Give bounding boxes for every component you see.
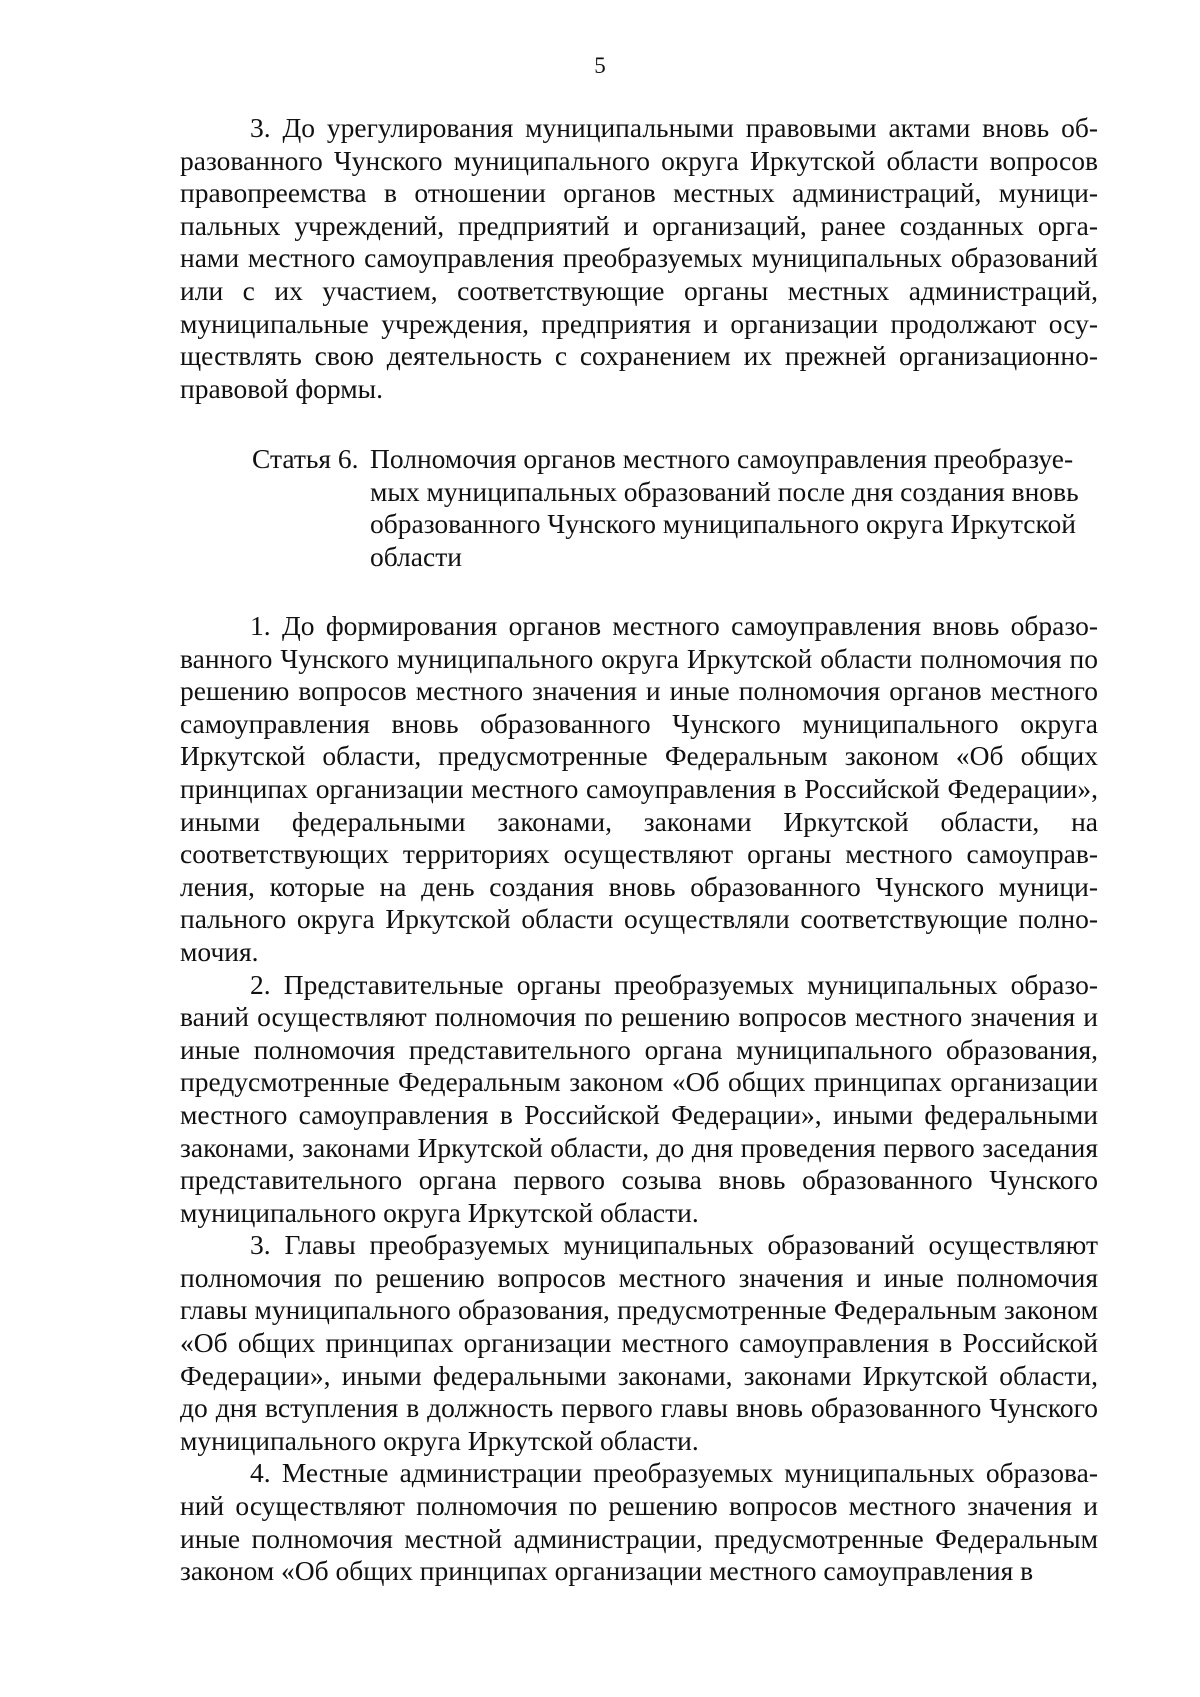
paragraph-1: 1. До формирования органов местного самоуправления вновь образованного Чунского муниципального округа Иркутской области полномочия по решению вопросов местного значения и иные полномочия органов местного самоуправления вновь образованного Чунского муниципального округа Иркутской области, предусмотренные Федеральным законом «Об общих принципах организации местного самоуправления в Российской Федерации», иными федеральными законами, законами Иркутской области, на соответствующих территориях осуществляют органы местного самоуправления, которые на день создания вновь образованного Чунского муниципального округа Иркутской области осуществляли соответствующие полномочия.	[180, 610, 1098, 967]
paragraph-3: 3. Главы преобразуемых муниципальных образований осуществляют полномочия по решению вопросов местного значения и иные полномочия главы муниципального образования, предусмотренные Федеральным законом «Об общих принципах организации местного самоуправления в Российской Федерации», иными федеральными законами, законами Иркутской области, до дня вступления в должность первого главы вновь образованного Чунского муниципального округа Иркутской области.	[180, 1229, 1098, 1456]
article-body	[180, 610, 1098, 1588]
intro-section	[180, 112, 1098, 405]
page-number: 5	[594, 53, 606, 78]
article-heading	[252, 443, 1098, 573]
paragraph-4: 4. Местные администрации преобразуемых муниципальных образований осуществляют полномочия по решению вопросов местного значения и иные полномочия местной администрации, предусмотренные Федеральным законом «Об общих принципах организации местного самоуправления в	[180, 1457, 1098, 1587]
paragraph-intro: 3. До урегулирования муниципальными правовыми актами вновь образованного Чунского муниципального округа Иркутской области вопросов правопреемства в отношении органов местных администраций, муниципальных учреждений, предприятий и организаций, ранее созданных органами местного самоуправления преобразуемых муниципальных образований или с их участием, соответствующие органы местных администраций, муниципальные учреждения, предприятия и организации продолжают осуществлять свою деятельность с сохранением их прежней организационно-правовой формы.	[180, 112, 1098, 404]
article-title: Полномочия органов местного самоуправления преобразуемых муниципальных образований после дня создания вновь образованного Чунского муниципального округа Иркутской области	[370, 443, 1079, 572]
paragraph-2: 2. Представительные органы преобразуемых муниципальных образований осуществляют полномочия по решению вопросов местного значения и иные полномочия представительного органа муниципального образования, предусмотренные Федеральным законом «Об общих принципах организации местного самоуправления в Российской Федерации», иными федеральными законами, законами Иркутской области, до дня проведения первого заседания представительного органа первого созыва вновь образованного Чунского муниципального округа Иркутской области.	[180, 968, 1098, 1228]
article-label: Статья 6.	[252, 443, 359, 474]
